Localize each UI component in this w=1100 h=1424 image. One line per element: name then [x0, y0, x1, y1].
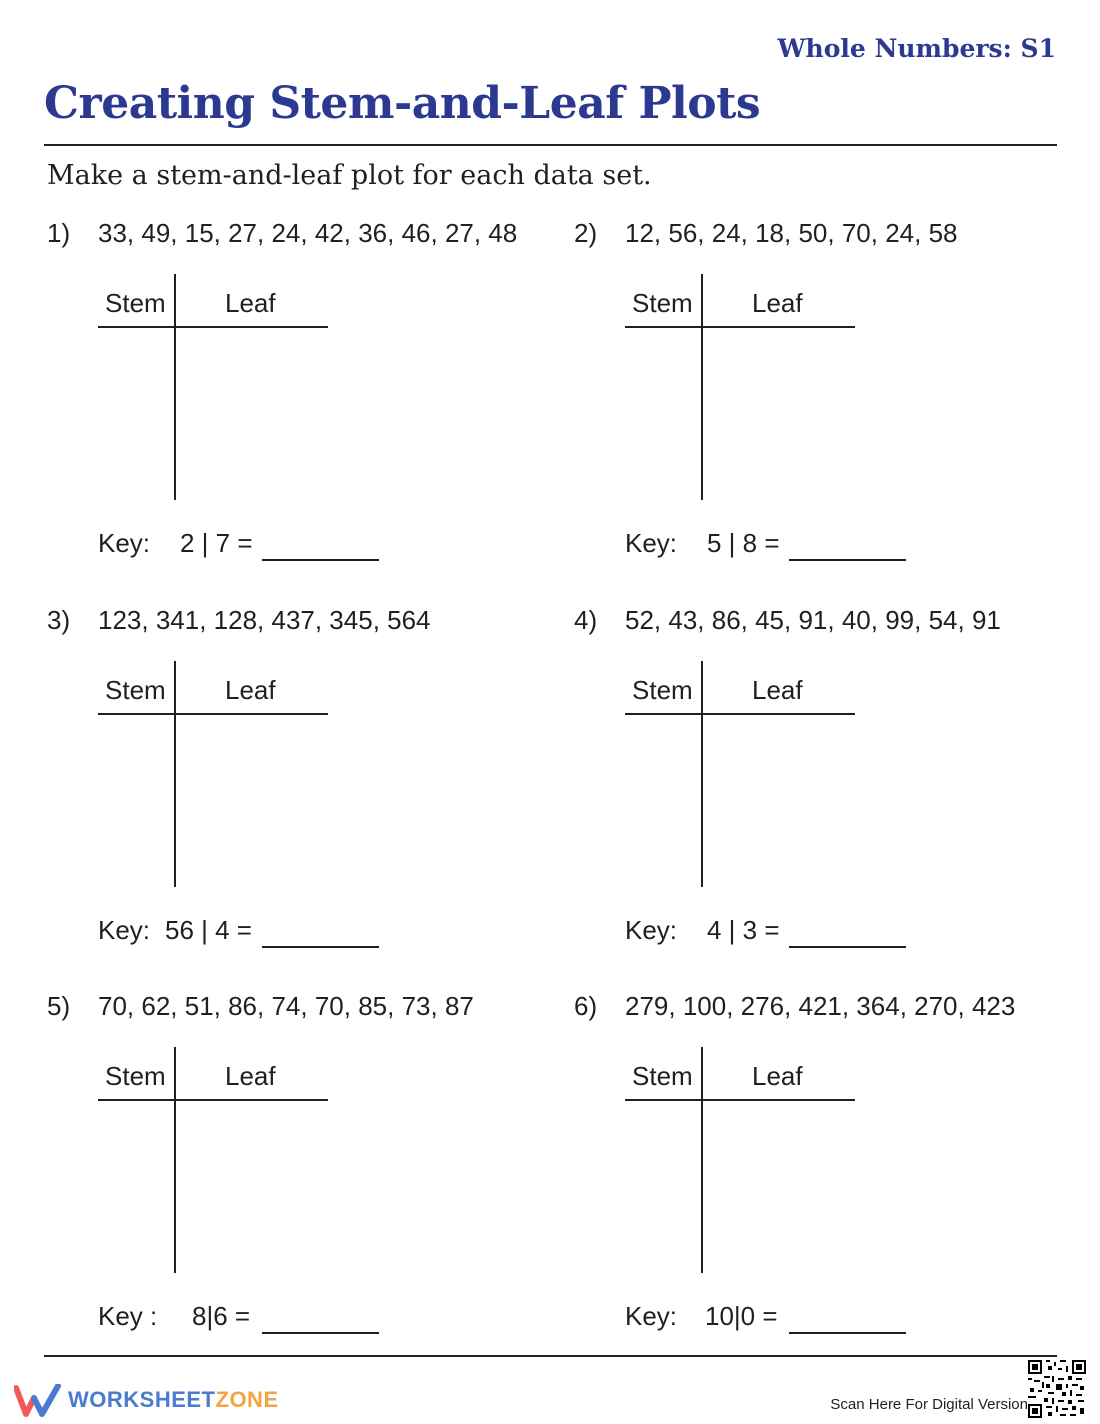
problem-number: 3) [47, 605, 71, 635]
problem-4 [572, 605, 1072, 975]
problem-number: 4) [574, 605, 598, 635]
leaf-header: Leaf [752, 675, 803, 705]
stem-header: Stem [105, 675, 166, 705]
key-label: Key: [98, 528, 151, 558]
key-answer-blank[interactable] [262, 559, 379, 561]
table-divider-line [174, 1047, 176, 1273]
problem-data-set: 123, 341, 128, 437, 345, 564 [98, 605, 431, 635]
key-label: Key: [625, 528, 678, 558]
stem-header: Stem [105, 1061, 166, 1091]
key-answer-blank[interactable] [789, 1332, 906, 1334]
leaf-header: Leaf [752, 288, 803, 318]
qr-code-icon[interactable] [1028, 1360, 1086, 1418]
stem-header: Stem [105, 288, 166, 318]
key-answer-blank[interactable] [789, 559, 906, 561]
key-label: Key : [98, 1301, 158, 1331]
key-label: Key: [98, 915, 151, 945]
table-divider-line [701, 274, 703, 500]
key-answer-blank[interactable] [262, 946, 379, 948]
key-expression: 56 | 4 = [165, 915, 252, 945]
table-header-line [625, 713, 855, 715]
key-label: Key: [625, 1301, 678, 1331]
series-label: Whole Numbers: S1 [777, 34, 1056, 63]
problem-1 [45, 218, 545, 588]
table-divider-line [174, 661, 176, 887]
key-label: Key: [625, 915, 678, 945]
stem-header: Stem [632, 1061, 693, 1091]
brand-part-2: ZONE [215, 1387, 279, 1412]
problem-number: 1) [47, 218, 71, 248]
table-header-line [625, 1099, 855, 1101]
leaf-header: Leaf [225, 675, 276, 705]
problem-2 [572, 218, 1072, 588]
table-divider-line [701, 661, 703, 887]
problem-number: 2) [574, 218, 598, 248]
problem-data-set: 52, 43, 86, 45, 91, 40, 99, 54, 91 [625, 605, 1001, 635]
problem-number: 5) [47, 991, 71, 1021]
problem-data-set: 70, 62, 51, 86, 74, 70, 85, 73, 87 [98, 991, 474, 1021]
key-expression: 2 | 7 = [180, 528, 253, 558]
stem-header: Stem [632, 675, 693, 705]
leaf-header: Leaf [225, 288, 276, 318]
problem-data-set: 33, 49, 15, 27, 24, 42, 36, 46, 27, 48 [98, 218, 518, 248]
problem-3 [45, 605, 545, 975]
stem-header: Stem [632, 288, 693, 318]
table-header-line [625, 326, 855, 328]
header-divider [44, 144, 1057, 146]
table-divider-line [174, 274, 176, 500]
worksheetzone-logo-icon [14, 1384, 62, 1423]
brand-part-1: WORKSHEET [68, 1387, 216, 1412]
scan-instruction: Scan Here For Digital Version [830, 1396, 1028, 1413]
key-expression: 10|0 = [705, 1301, 778, 1331]
footer-divider [44, 1355, 1057, 1357]
key-expression: 5 | 8 = [707, 528, 780, 558]
key-expression: 4 | 3 = [707, 915, 780, 945]
problem-data-set: 12, 56, 24, 18, 50, 70, 24, 58 [625, 218, 958, 248]
problem-5 [45, 991, 545, 1361]
table-header-line [98, 326, 328, 328]
key-answer-blank[interactable] [262, 1332, 379, 1334]
problem-data-set: 279, 100, 276, 421, 364, 270, 423 [625, 991, 1016, 1021]
table-header-line [98, 713, 328, 715]
leaf-header: Leaf [752, 1061, 803, 1091]
page-title: Creating Stem-and-Leaf Plots [44, 78, 761, 129]
key-expression: 8|6 = [192, 1301, 251, 1331]
instructions: Make a stem-and-leaf plot for each data set. [47, 160, 652, 191]
problem-number: 6) [574, 991, 598, 1021]
table-header-line [98, 1099, 328, 1101]
brand-name[interactable] [68, 1387, 279, 1413]
leaf-header: Leaf [225, 1061, 276, 1091]
problem-6 [572, 991, 1072, 1361]
table-divider-line [701, 1047, 703, 1273]
key-answer-blank[interactable] [789, 946, 906, 948]
